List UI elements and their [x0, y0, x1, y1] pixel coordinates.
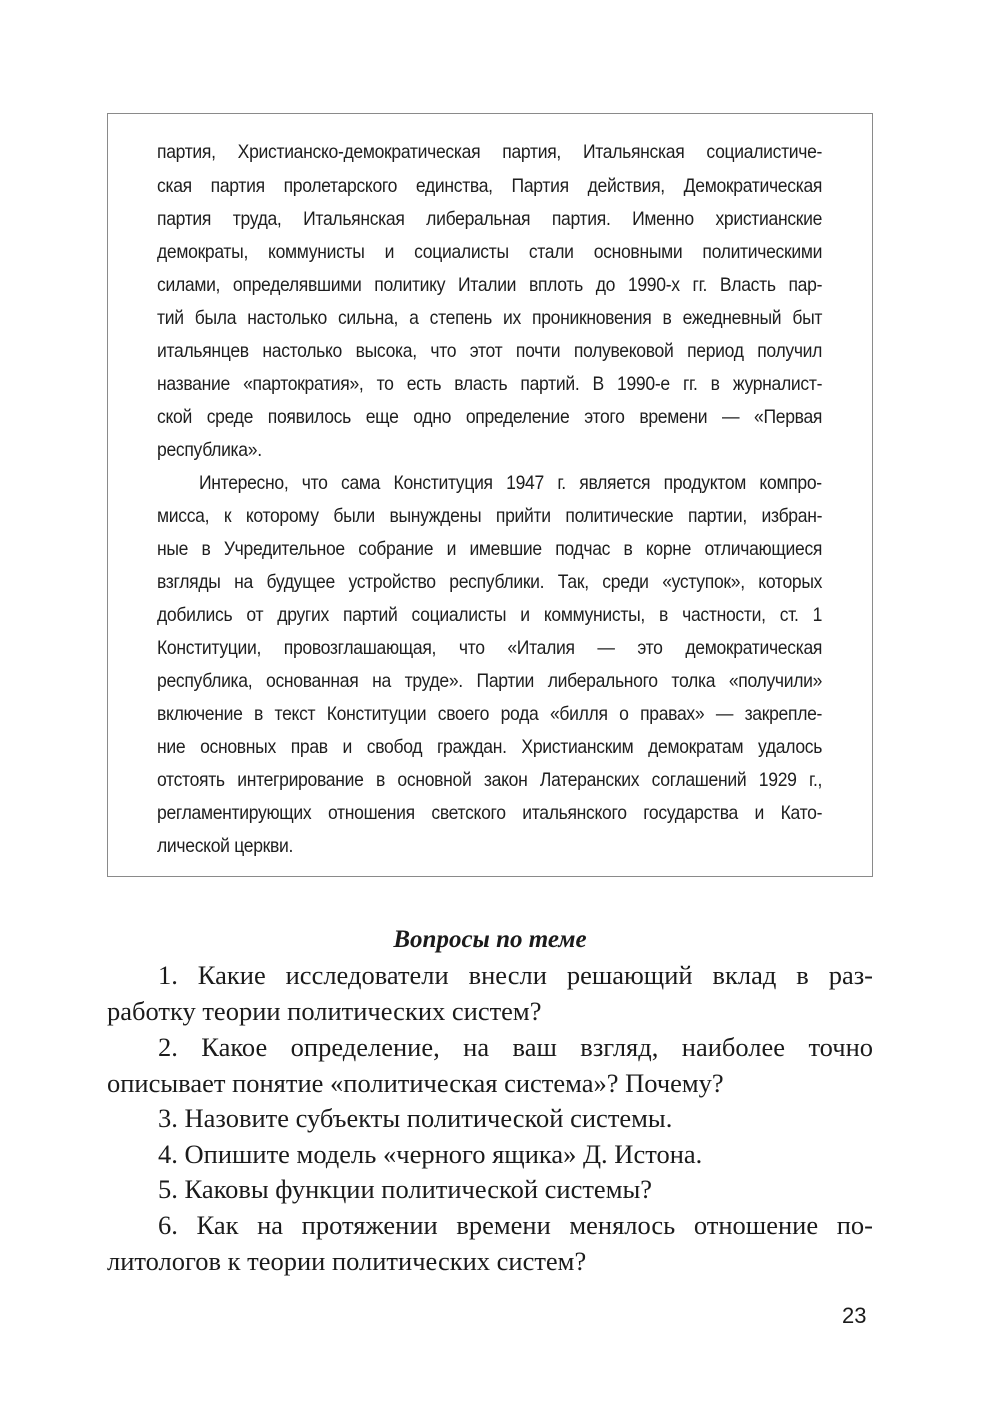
box-text-line: ные в Учредительное собрание и имевшие подчас в корне отличающиеся: [157, 538, 823, 560]
question-line: 6. Как на протяжении времени менялось отношение по-: [158, 1210, 873, 1240]
box-text-line: добились от других партий социалисты и коммунисты, в частности, ст. 1: [157, 604, 823, 626]
question-line: 3. Назовите субъекты политической системы.: [158, 1103, 673, 1133]
box-text-line: республика, основанная на труде». Партии либерального толка «получили»: [157, 670, 823, 692]
question-line: 1. Какие исследователи внесли решающий вклад в раз-: [158, 960, 873, 990]
box-text-line: силами, определявшими политику Италии вплоть до 1990-х гг. Власть пар-: [157, 274, 823, 296]
box-text-line: название «партократия», то есть власть партий. В 1990-е гг. в журналист-: [157, 373, 823, 395]
box-text-line: включение в текст Конституции своего рода «билля о правах» — закрепле-: [157, 703, 823, 725]
section-heading: Вопросы по теме: [393, 926, 587, 953]
box-text-line: Конституции, провозглашающая, что «Италия — это демократическая: [157, 637, 823, 659]
question-line: литологов к теории политических систем?: [107, 1246, 587, 1276]
box-text-line: Интересно, что сама Конституция 1947 г. является продуктом компро-: [199, 472, 822, 494]
question-line: описывает понятие «политическая система»? Почему?: [107, 1068, 724, 1098]
question-line: 4. Опишите модель «черного ящика» Д. Истона.: [158, 1139, 703, 1169]
box-text-line: взгляды на будущее устройство республики. Так, среди «уступок», которых: [157, 571, 823, 593]
box-text-line: лической церкви.: [157, 835, 294, 857]
box-text-line: партия труда, Итальянская либеральная партия. Именно христианские: [157, 208, 823, 230]
box-text-line: итальянцев настолько высока, что этот почти полувековой период получил: [157, 340, 823, 362]
box-text-line: партия, Христианско-демократическая партия, Итальянская социалистиче-: [157, 141, 823, 163]
box-text-line: тий была настолько сильна, а степень их проникновения в ежедневный быт: [157, 307, 823, 329]
box-text-line: республика».: [157, 439, 262, 461]
question-line: 2. Какое определение, на ваш взгляд, наиболее точно: [158, 1032, 873, 1062]
box-text-line: ская партия пролетарского единства, Партия действия, Демократическая: [157, 175, 823, 197]
box-text-line: ской среде появилось еще одно определение этого времени — «Первая: [157, 406, 823, 428]
page-number: 23: [842, 1303, 867, 1328]
box-text-line: демократы, коммунисты и социалисты стали основными политическими: [157, 241, 823, 263]
question-line: 5. Каковы функции политической системы?: [158, 1174, 653, 1204]
question-line: работку теории политических систем?: [107, 996, 542, 1026]
box-text-line: мисса, к которому были вынуждены прийти политические партии, избран-: [157, 505, 823, 527]
box-text-line: ние основных прав и свобод граждан. Христианским демократам удалось: [157, 736, 823, 758]
box-text-line: регламентирующих отношения светского итальянского государства и Като-: [157, 802, 823, 824]
box-text-line: отстоять интегрирование в основной закон Латеранских соглашений 1929 г.,: [157, 769, 823, 791]
